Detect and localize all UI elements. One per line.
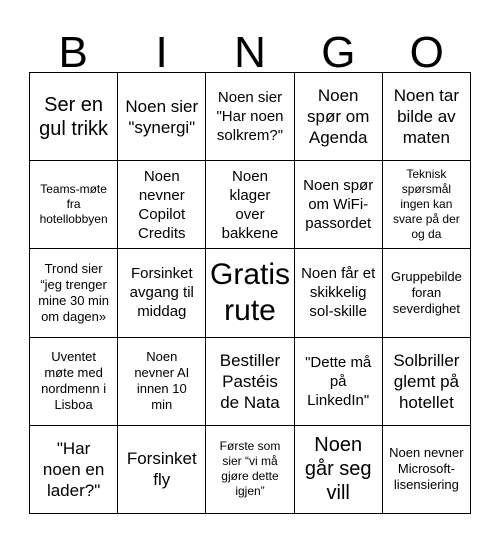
header-letter-g: G [321, 28, 356, 77]
cell-text: Teams-møte fra hotellobbyen [39, 182, 108, 227]
cell-text: Gruppebilde foran severdighet [390, 268, 462, 316]
bingo-cell[interactable] [206, 338, 294, 426]
cell-text: Noen nevner Microsoft-lisensiering [389, 445, 464, 493]
cell-text: Forsinket avgang til middag [129, 265, 194, 321]
cell-text: Noen spør om WiFi-passordet [303, 177, 374, 233]
bingo-cell[interactable] [30, 338, 118, 426]
bingo-cell[interactable] [30, 161, 118, 249]
header-letter-n: N [234, 28, 266, 77]
cell-text: Noen nevner AI innen 10 min [134, 349, 190, 413]
cell-text: Første som sier “vi må gjøre dette igjen” [219, 439, 281, 499]
bingo-cell[interactable] [383, 161, 471, 249]
cell-text: "Har noen en lader?" [42, 438, 105, 500]
header-letter-i: I [155, 28, 168, 77]
bingo-grid [29, 72, 471, 514]
bingo-cell[interactable] [30, 426, 118, 514]
bingo-cell[interactable] [118, 73, 206, 161]
cell-text: Uventet møte med nordmenn i Lisboa [41, 349, 107, 413]
bingo-cell[interactable] [206, 73, 294, 161]
cell-text: Forsinket fly [126, 449, 197, 490]
bingo-cell[interactable] [295, 73, 383, 161]
bingo-cell[interactable] [118, 338, 206, 426]
bingo-cell[interactable] [383, 426, 471, 514]
bingo-cell[interactable] [118, 161, 206, 249]
bingo-cell[interactable] [295, 338, 383, 426]
bingo-cell[interactable] [206, 426, 294, 514]
cell-text: Ser en gul trikk [39, 93, 109, 140]
bingo-cell[interactable] [118, 249, 206, 337]
bingo-cell[interactable] [295, 161, 383, 249]
cell-text: Noen spør om Agenda [307, 86, 370, 148]
cell-text: Gratis rute [210, 257, 291, 327]
bingo-header [29, 28, 471, 78]
header-letter-o: O [409, 28, 444, 77]
cell-text: Noen sier "synergi" [125, 96, 199, 137]
cell-text: Bestiller Pastéis de Nata [219, 350, 281, 412]
free-space-cell[interactable] [206, 249, 294, 337]
bingo-cell[interactable] [383, 249, 471, 337]
cell-text: Noen nevner Copilot Credits [138, 167, 186, 242]
cell-text: Noen tar bilde av maten [393, 86, 459, 148]
header-letter-b: B [58, 28, 88, 77]
bingo-cell[interactable] [30, 73, 118, 161]
cell-text: Noen får et skikkelig sol-skille [301, 265, 376, 321]
bingo-cell[interactable] [295, 426, 383, 514]
cell-text: Teknisk spørsmål ingen kan svare på der og da [393, 167, 460, 242]
cell-text: Solbriller glemt på hotellet [393, 350, 460, 412]
bingo-cell[interactable] [383, 73, 471, 161]
bingo-cell[interactable] [295, 249, 383, 337]
cell-text: Noen sier "Har noen solkrem?" [216, 89, 284, 145]
bingo-cell[interactable] [30, 249, 118, 337]
cell-text: Noen går seg vill [304, 434, 372, 505]
cell-text: "Dette må på LinkedIn" [305, 353, 372, 409]
bingo-cell[interactable] [383, 338, 471, 426]
cell-text: Trond sier “jeg trenger mine 30 min om dagen» [38, 260, 109, 324]
bingo-cell[interactable] [206, 161, 294, 249]
bingo-cell[interactable] [118, 426, 206, 514]
cell-text: Noen klager over bakkene [221, 167, 279, 242]
